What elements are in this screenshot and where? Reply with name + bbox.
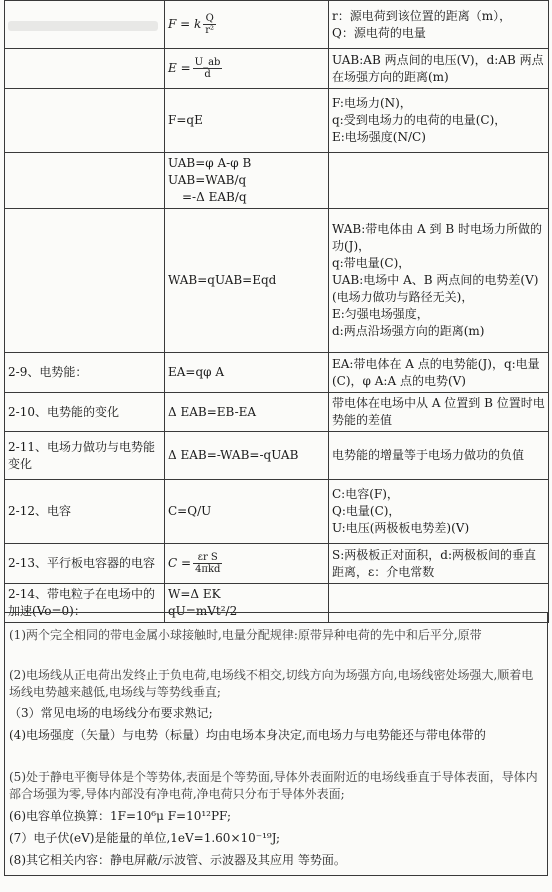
row-label: 2-13、平行板电容器的电容 (8, 556, 155, 570)
formula-cell (165, 432, 329, 480)
table-row (5, 89, 549, 153)
description-line: UAB:AB 两点间的电压(V)，d:AB 两点在场强方向的距离(m) (332, 52, 544, 84)
description-cell (329, 353, 549, 393)
fraction-denominator: 4πkd (195, 564, 221, 575)
description-cell (329, 209, 549, 353)
note-6: (6)电容单位换算：1F=10⁶μ F=10¹²PF; (9, 809, 231, 823)
description-line: 带电体在电场中从 A 位置到 B 位置时电势能的差值 (332, 396, 545, 427)
fraction-numerator: εr S (193, 552, 222, 564)
table-row (5, 480, 549, 544)
notes-section (4, 612, 548, 876)
row-label-cell (5, 393, 165, 432)
description-line: r：源电荷到该位置的距离（m）， (332, 8, 512, 23)
note-8: (8)其它相关内容：静电屏蔽/示波管、示波器及其应用 等势面。 (9, 853, 346, 867)
table-row (5, 544, 549, 584)
formula-lhs: E = (168, 61, 191, 75)
formula-cell (165, 49, 329, 89)
formula-line: F=qE (168, 113, 203, 127)
description-line: WAB:带电体由 A 到 B 时电场力所做的功(J)， (332, 222, 543, 253)
description-cell (329, 153, 549, 209)
table-row (5, 393, 549, 432)
row-label: 2-11、电场力做功与电势能变化 (8, 439, 155, 471)
formula-line: Δ EAB=EB-EA (168, 404, 257, 419)
formula-fraction (168, 57, 325, 80)
description-line: S:两极板正对面积，d:两极板间的垂直距离，ε：介电常数 (332, 547, 536, 579)
formula-line: W=Δ EK (168, 587, 221, 601)
formula-lhs: C = (168, 556, 192, 570)
description-line: d:两点沿场强方向的距离(m) (332, 324, 485, 338)
row-label: 2-12、电容 (8, 504, 71, 518)
formula-line: WAB=qUAB=Eqd (168, 273, 277, 287)
description-cell (329, 480, 549, 544)
description-line: E:电场强度(N/C) (332, 130, 426, 144)
formula-line: =-Δ EAB/q (182, 190, 247, 204)
formula-line: UAB=φ A-φ B (168, 156, 252, 170)
description-line: U:电压(两极板电势差)(V) (332, 521, 470, 535)
table-row (5, 153, 549, 209)
description-line: Q:电量(C)， (332, 504, 401, 518)
formula-line: C=Q/U (168, 504, 212, 518)
description-cell (329, 1, 549, 49)
table-row (5, 353, 549, 393)
note-1: (1)两个完全相同的带电金属小球接触时,电量分配规律:原带异种电荷的先中和后平分,原带 (9, 628, 482, 642)
description-cell (329, 49, 549, 89)
note-4: (4)电场强度（矢量）与电势（标量）均由电场本身决定,而电场力与电势能还与带电体带的 (9, 728, 486, 742)
formula-cell (165, 153, 329, 209)
row-label: 2-10、电势能的变化 (8, 404, 119, 419)
formula-fraction (168, 13, 325, 36)
formula-table (4, 0, 549, 623)
row-label-cell (5, 153, 165, 209)
fraction-numerator: Q (203, 13, 216, 25)
formula-fraction (168, 552, 325, 575)
row-label: 2-14、带电粒子在电场中的加速(Vo=0)： (8, 587, 155, 618)
note-7: (7）电子伏(eV)是能量的单位,1eV=1.60×10⁻¹⁹J; (9, 831, 281, 845)
note-5: (5)处于静电平衡导体是个等势体,表面是个等势面,导体外表面附近的电场线垂直于导体表面，导体内部合场强为零,导体内部没有净电荷,净电荷只分布于导体外表面; (9, 770, 538, 801)
description-cell (329, 89, 549, 153)
description-line: EA:带电体在 A 点的电势能(J)，q:电量(C)，φ A:A 点的电势(V) (332, 356, 540, 388)
table-row (5, 1, 549, 49)
row-label: 2-9、电势能： (8, 365, 88, 379)
row-label-cell (5, 480, 165, 544)
fraction (193, 57, 223, 80)
blurred-watermark (8, 21, 158, 31)
table-row (5, 49, 549, 89)
formula-cell (165, 393, 329, 432)
fraction-numerator: U_ab (194, 57, 221, 68)
formula-line: EA=qφ A (168, 365, 225, 379)
row-label-cell (5, 209, 165, 353)
formula-line: Δ EAB=-WAB=-qUAB (168, 448, 299, 462)
row-label-cell (5, 1, 165, 49)
table-row (5, 432, 549, 480)
note-3: （3）常见电场的电场线分布要求熟记; (9, 706, 213, 720)
description-line: C:电容(F)， (332, 487, 399, 501)
formula-line: qU=mVt²/2 (168, 604, 238, 618)
description-cell (329, 432, 549, 480)
description-line: UAB:电场中 A、B 两点间的电势差(V)(电场力做功与路径无关)， (332, 273, 539, 304)
row-label-cell (5, 353, 165, 393)
description-cell (329, 544, 549, 584)
formula-cell (165, 89, 329, 153)
formula-cell (165, 209, 329, 353)
note-2: (2)电场线从正电荷出发终止于负电荷,电场线不相交,切线方向为场强方向,电场线密处场强大,顺着电场线电势越来越低,电场线与等势线垂直; (9, 668, 534, 699)
formula-cell (165, 480, 329, 544)
row-label-cell (5, 49, 165, 89)
fraction-denominator: r² (205, 25, 215, 36)
description-line: F:电场力(N)， (332, 96, 412, 110)
row-label-cell (5, 432, 165, 480)
formula-cell (165, 544, 329, 584)
description-line: q:带电量(C)， (332, 256, 411, 270)
fraction (193, 552, 222, 575)
formula-lhs: F = k (168, 17, 202, 31)
description-cell (329, 393, 549, 432)
description-line: q:受到电场力的电荷的电量(C)， (332, 113, 507, 127)
description-line: E:匀强电场强度， (332, 307, 429, 321)
description-line: Q：源电荷的电量 (332, 25, 426, 40)
formula-cell (165, 1, 329, 49)
fraction-denominator: d (204, 69, 211, 80)
fraction (203, 13, 216, 36)
row-label-cell (5, 544, 165, 584)
row-label-cell (5, 89, 165, 153)
formula-cell (165, 353, 329, 393)
description-line: 电势能的增量等于电场力做功的负值 (332, 448, 525, 462)
table-row (5, 209, 549, 353)
formula-line: UAB=WAB/q (168, 173, 247, 187)
